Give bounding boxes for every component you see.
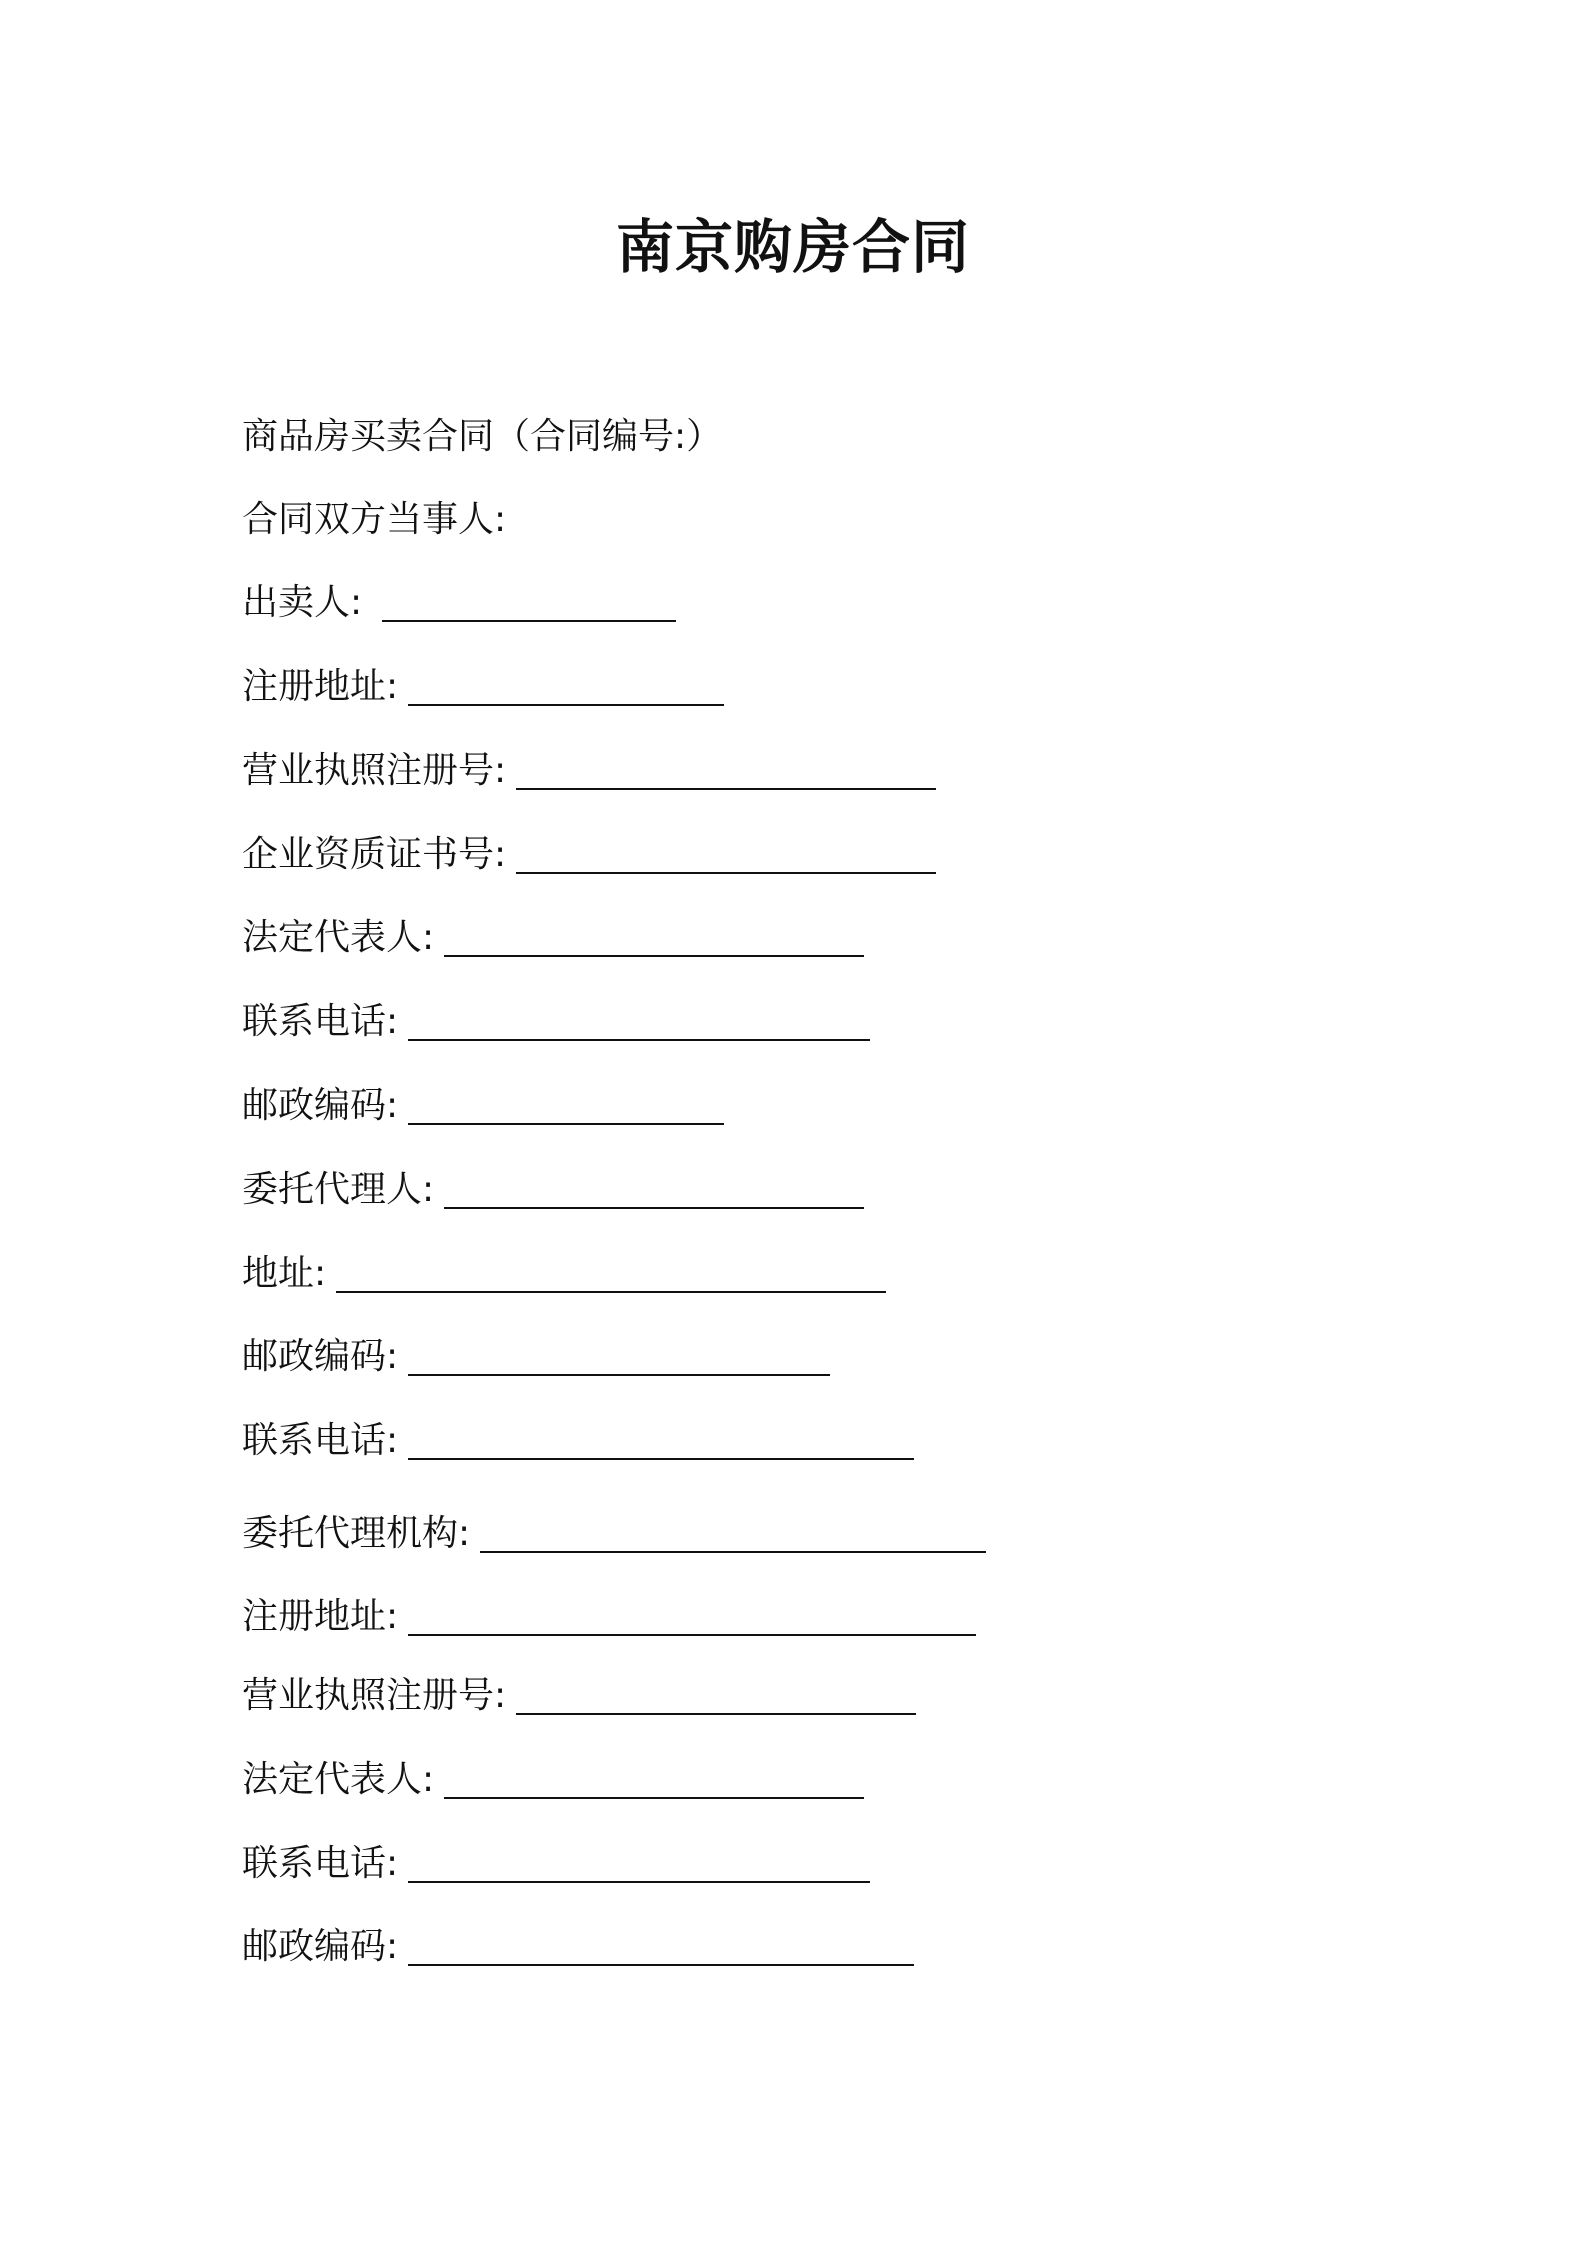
field-seller <box>242 580 676 626</box>
field-label: 联系电话: <box>242 1420 399 1461</box>
field-agent-address <box>242 1251 886 1297</box>
fill-blank-line <box>408 1338 830 1376</box>
field-label: 地址: <box>242 1253 327 1294</box>
field-label: 委托代理人: <box>242 1169 435 1210</box>
field-seller-business-license <box>242 748 936 794</box>
field-label: 法定代表人: <box>242 1759 435 1800</box>
field-label: 出卖人: <box>242 582 363 623</box>
field-seller-phone <box>242 999 870 1045</box>
field-label: 联系电话: <box>242 1843 399 1884</box>
field-label: 营业执照注册号: <box>242 1675 507 1716</box>
field-label: 邮政编码: <box>242 1085 399 1126</box>
fill-blank-line <box>516 1677 916 1715</box>
field-agency-phone <box>242 1841 870 1887</box>
field-seller-qualification-cert <box>242 832 936 878</box>
fill-blank-line <box>408 1003 870 1041</box>
field-agency-postal-code <box>242 1924 914 1970</box>
contract-header-text: 商品房买卖合同（合同编号:） <box>242 416 723 457</box>
fill-blank-line <box>382 584 676 622</box>
parties-heading-text: 合同双方当事人: <box>242 499 507 540</box>
field-agent-postal-code <box>242 1334 830 1380</box>
parties-heading <box>242 497 506 543</box>
fill-blank-line <box>444 1171 864 1209</box>
field-label: 营业执照注册号: <box>242 750 507 791</box>
fill-blank-line <box>444 1761 864 1799</box>
field-seller-registered-address <box>242 664 724 710</box>
field-agency-business-license <box>242 1673 916 1719</box>
fill-blank-line <box>408 668 724 706</box>
fill-blank-line <box>336 1255 886 1293</box>
fill-blank-line <box>480 1515 986 1553</box>
fill-blank-line <box>516 752 936 790</box>
fill-blank-line <box>516 836 936 874</box>
field-label: 邮政编码: <box>242 1926 399 1967</box>
field-seller-legal-representative <box>242 915 864 961</box>
field-agent <box>242 1167 864 1213</box>
field-label: 邮政编码: <box>242 1336 399 1377</box>
field-label: 法定代表人: <box>242 917 435 958</box>
field-seller-postal-code <box>242 1083 724 1129</box>
field-agency-legal-representative <box>242 1757 864 1803</box>
fill-blank-line <box>444 919 864 957</box>
fill-blank-line <box>408 1598 976 1636</box>
field-agency <box>242 1511 986 1557</box>
field-label: 企业资质证书号: <box>242 834 507 875</box>
field-label: 注册地址: <box>242 1596 399 1637</box>
fill-blank-line <box>408 1422 914 1460</box>
fill-blank-line <box>408 1928 914 1966</box>
field-agent-phone <box>242 1418 914 1464</box>
field-label: 联系电话: <box>242 1001 399 1042</box>
contract-header <box>242 414 722 460</box>
fill-blank-line <box>408 1845 870 1883</box>
field-agency-registered-address <box>242 1594 976 1640</box>
field-label: 委托代理机构: <box>242 1513 471 1554</box>
document-title: 南京购房合同 <box>615 213 970 281</box>
fill-blank-line <box>408 1087 724 1125</box>
field-label: 注册地址: <box>242 666 399 707</box>
